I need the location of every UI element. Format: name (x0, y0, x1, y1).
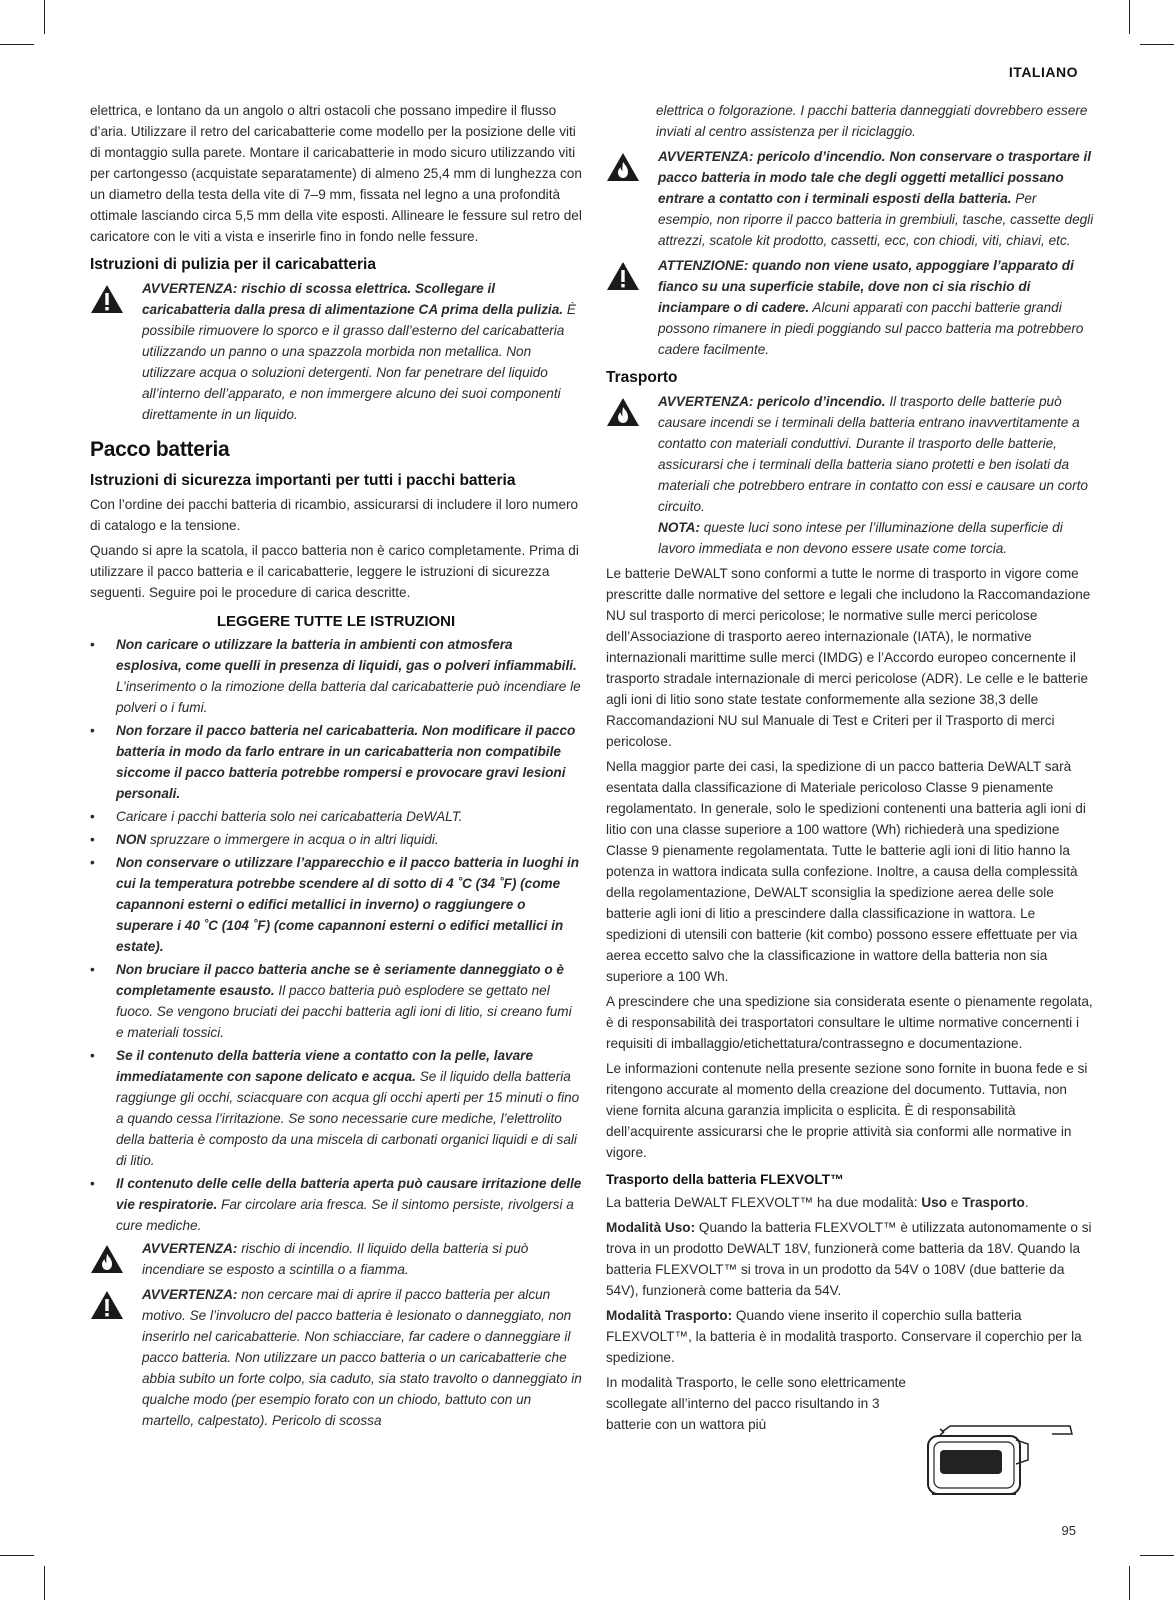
list-item: • Se il contenuto della batteria viene a contatto con la pelle, lavare immediatamente con sapone delicato e acqua. Se il liquido della batteria raggiunge gli occhi, sciacquare con acqua gli occhi aperti per 15 minuti o fino a quando cessa l’irritazione. Se sono necessarie cure mediche, l’elettrolito della batteria è composto da una miscela di carbonati organici liquidi e di sali di litio. (90, 1045, 582, 1171)
fire-warning (90, 1238, 582, 1280)
caution-warning-text: Alcuni apparati con pacchi batterie grandi possono rimanere in piedi poggiando sul pacco batteria ma potrebbero cadere facilmente. (658, 300, 1084, 357)
transport-warning-text: Il trasporto delle batterie può causare incendi se i terminali della batteria entrano inavvertitamente a contatto con materiali conduttivi. Durante il trasporto delle batterie, assicurarsi che i terminali della batteria siano protetti e ben isolati da materiali che potrebbero entrare in contatto con essi e causare un corto circuito. (658, 394, 1088, 514)
fire-warning-icon (606, 397, 640, 427)
dewalt-paragraph-2: Nella maggior parte dei casi, la spedizione di un pacco batteria DeWALT sarà esentata dalla classificazione di Materiale pericoloso Classe 9 pienamente regolamentato. In generale, solo le spedizioni contenenti una batteria agli ioni di litio con una classe superiore a 100 wattore (Wh) richiederà una spedizione Classe 9 pienamente regolamentata. Tutte le batterie agli ioni di litio hanno la potenza in wattora indicata sulla confezione. Inoltre, a causa della complessità della regolamentazione, DeWALT sconsiglia la spedizione aerea delle sole batterie agli ioni di litio a prescindere dalla classificazione in wattora. Le spedizioni di utensili con batterie (kit combo) possono essere effettuate per via aerea eccetto salvo che la classificazione in wattore della batteria non sia superiore a 100 Wh. (606, 759, 1086, 984)
list-item: • Non caricare o utilizzare la batteria in ambienti con atmosfera esplosiva, come quelli in presenza di liquidi, gas o polveri infiammabili. L’inserimento o la rimozione della batteria dal caricabatterie può incendiare le polveri o i fumi. (90, 634, 582, 718)
crop-mark (44, 0, 45, 34)
crop-mark (0, 44, 34, 45)
flexvolt-paragraph: La batteria DeWALT FLEXVOLT™ ha due modalità: Uso e Trasporto. (606, 1195, 1029, 1210)
right-column (606, 100, 1094, 1439)
dewalt-paragraph-4: Le informazioni contenute nella presente sezione sono fornite in buona fede e si ritengono accurate al momento della creazione del documento. Tuttavia, non viene fornita alcuna garanzia implicita o esplicita. È di responsabilità dell’acquirente assicurarsi che le proprie attività sia conformi alle normative in vigore. (606, 1061, 1088, 1160)
crop-mark (44, 1566, 45, 1600)
fire-warning-icon (606, 152, 640, 182)
dewalt-paragraph-1: Le batterie DeWALT sono conformi a tutte le norme di trasporto in vigore come prescritte dalle normative del settore e legali che includono la Raccomandazione NU sul trasporto di merci pericolose; le normative sulle merci pericolose dell’Associazione di trasporto aereo internazionale (IATA), le normative internazionali marittime sulle merci (IMDG) e l’Accordo europeo concernente il trasporto stradale internazionale di merci pericolose (ADR). Le celle e le batterie agli ioni di litio sono state testate conformemente alla sezione 38,3 delle Raccomandazioni NU sul Manuale di Test e Criteri per il Trasporto di merci pericolose. (606, 566, 1091, 749)
open-warning-text: non cercare mai di aprire il pacco batteria per alcun motivo. Se l’involucro del pacco batteria è lesionato o danneggiato, non inserirlo nel caricabatterie. Non schiacciare, far cadere o danneggiare il pacco batteria. Non utilizzare un pacco batteria o un caricabatterie che abbia subito un forte colpo, sia caduto, sia stato travolto o danneggiato in qualche modo (per esempio forato con un chiodo, battuto con un martello, calpestato). Pericolo di scossa (142, 1287, 582, 1428)
page-number: 95 (1061, 1523, 1076, 1538)
list-item: • Non bruciare il pacco batteria anche se è seriamente danneggiato o è completamente esausto. Il pacco batteria può esplodere se gettato nel fuoco. Se vengono bruciati dei pacchi batteria agli ioni di litio, si creano fumi e materiali tossici. (90, 959, 582, 1043)
caution-warning-bold: ATTENZIONE: quando non viene usato, appoggiare l’apparato di fianco su una superficie stabile, dove non ci sia rischio di inciampare o di cadere. (658, 258, 1074, 315)
last-paragraph: In modalità Trasporto, le celle sono elettricamente scollegate all’interno del pacco risultando in 3 batterie con un wattora più (606, 1375, 906, 1432)
read-all-instructions: LEGGERE TUTTE LE ISTRUZIONI (216, 613, 456, 630)
flexvolt-heading: Trasporto della batteria FLEXVOLT™ (606, 1172, 844, 1187)
list-item: • Caricare i pacchi batteria solo nei caricabatteria DeWALT. (90, 806, 582, 827)
warning-triangle-icon (90, 284, 124, 314)
storage-warning-bold: AVVERTENZA: pericolo d’incendio. Non conservare o trasportare il pacco batteria in modo tale che degli oggetti metallici possano entrare a contatto con i terminali esposti della batteria. (658, 149, 1092, 206)
warning-triangle-icon (606, 261, 640, 291)
cleaning-heading: Istruzioni di pulizia per il caricabatteria (90, 256, 376, 273)
caution-warning (606, 255, 1094, 360)
transport-warning (606, 391, 1094, 559)
cleaning-warning-text: È possibile rimuovere lo sporco e il grasso dall’esterno del caricabatteria utilizzando un panno o una spazzola morbida non metallica. Non utilizzare acqua o soluzioni detergenti. Non far penetrare del liquido all’interno dell’apparato, e non immergere alcuno dei suoi componenti direttamente in un liquido. (142, 302, 576, 422)
open-warning-bold: AVVERTENZA: (142, 1287, 238, 1302)
list-item: • Il contenuto delle celle della batteria aperta può causare irritazione delle vie respiratorie. Far circolare aria fresca. Se il sintomo persiste, rivolgersi a cure mediche. (90, 1173, 582, 1236)
crop-mark (1140, 44, 1174, 45)
list-item: • Non conservare o utilizzare l’apparecchio e il pacco batteria in luoghi in cui la temperatura potrebbe scendere al di sotto di 4 ˚C (34 ˚F) (come capannoni esterni o edifici metallici in inverno) o raggiungere o superare i 40 ˚C (104 ˚F) (come capannoni esterni o edifici metallici in estate). (90, 852, 582, 957)
mode-transport-paragraph: Modalità Trasporto: Quando viene inserito il coperchio sulla batteria FLEXVOLT™, la batteria è in modalità trasporto. Conservare il coperchio per la spedizione. (606, 1308, 1082, 1365)
flexvolt-battery-illustration (920, 1420, 1100, 1500)
open-warning (90, 1284, 582, 1431)
safety-bullet-list (90, 634, 582, 1236)
list-item: • Non forzare il pacco batteria nel caricabatteria. Non modificare il pacco batteria in modo da farlo entrare in un caricabatteria non compatibile siccome il pacco batteria potrebbe rompersi e provocare gravi lesioni personali. (90, 720, 582, 804)
crop-mark (1140, 1555, 1174, 1556)
list-item: • NON spruzzare o immergere in acqua o in altri liquidi. (90, 829, 582, 850)
note-text: queste luci sono intese per l’illuminazione della superficie di lavoro immediata e non devono essere usate come torcia. (658, 520, 1063, 556)
fire-warning-text: rischio di incendio. Il liquido della batteria si può incendiare se esposto a scintilla o a fiamma. (142, 1241, 529, 1277)
language-header: ITALIANO (1008, 64, 1078, 80)
warning-triangle-icon (90, 1290, 124, 1320)
crop-mark (1129, 1566, 1130, 1600)
cleaning-warning-bold: AVVERTENZA: rischio di scossa elettrica. Scollegare il caricabatteria dalla presa di alimentazione CA prima della pulizia. (142, 281, 564, 317)
transport-heading: Trasporto (606, 369, 678, 386)
left-column (90, 100, 582, 1435)
continued-text: elettrica o folgorazione. I pacchi batteria danneggiati dovrebbero essere inviati al centro assistenza per il riciclaggio. (656, 103, 1088, 139)
paragraph-box: Quando si apre la scatola, il pacco batteria non è carico completamente. Prima di utilizzare il pacco batteria e il caricabatterie, leggere le istruzioni di sicurezza seguenti. Seguire poi le procedure di carica descritte. (90, 543, 579, 600)
safety-heading: Istruzioni di sicurezza importanti per tutti i pacchi batteria (90, 472, 516, 489)
crop-mark (1129, 0, 1130, 34)
transport-warning-bold: AVVERTENZA: pericolo d’incendio. (658, 394, 886, 409)
storage-warning-text: Per esempio, non riporre il pacco batteria in grembiuli, tasche, cassette degli attrezzi, scatole kit prodotto, cassetti, ecc, con chiodi, viti, chiavi, etc. (658, 191, 1094, 248)
note-bold: NOTA: (658, 520, 701, 535)
crop-mark (0, 1555, 34, 1556)
battery-heading: Pacco batteria (90, 438, 230, 461)
fire-warning-icon (90, 1244, 124, 1274)
mode-use-paragraph: Modalità Uso: Quando la batteria FLEXVOLT™ è utilizzata autonomamente o si trova in un prodotto DeWALT 18V, funzionerà come batteria da 18V. Quando la batteria FLEXVOLT™ si trova in un prodotto da 54V o 108V (due batterie da 54V), funzionerà come batteria da 54V. (606, 1220, 1092, 1298)
cleaning-warning (90, 278, 582, 425)
dewalt-paragraph-3: A prescindere che una spedizione sia considerata esente o pienamente regolata, è di responsabilità dei trasportatori consultare le ultime normative concernenti i requisiti di imballaggio/etichettatura/contrassegno e documentazione. (606, 994, 1093, 1051)
fire-warning-bold: AVVERTENZA: (142, 1241, 238, 1256)
intro-paragraph: elettrica, e lontano da un angolo o altri ostacoli che possano impedire il flusso d’aria. Utilizzare il retro del caricabatterie come modello per la posizione delle viti di montaggio sulla parete. Montare il caricabatterie in modo sicuro utilizzando viti per cartongesso (acquistate separatamente) di almeno 25,4 mm di lunghezza con un diametro della testa della vite di 7–9 mm, fissata nel legno a una profondità ottimale lasciando circa 5,5 mm della vite esposti. Allineare le fessure sul retro del caricatore con le viti a vista e inserirle fino in fondo nelle fessure. (90, 103, 582, 244)
storage-warning (606, 146, 1094, 251)
paragraph-order: Con l’ordine dei pacchi batteria di ricambio, assicurarsi di includere il loro numero di catalogo e la tensione. (90, 497, 579, 533)
